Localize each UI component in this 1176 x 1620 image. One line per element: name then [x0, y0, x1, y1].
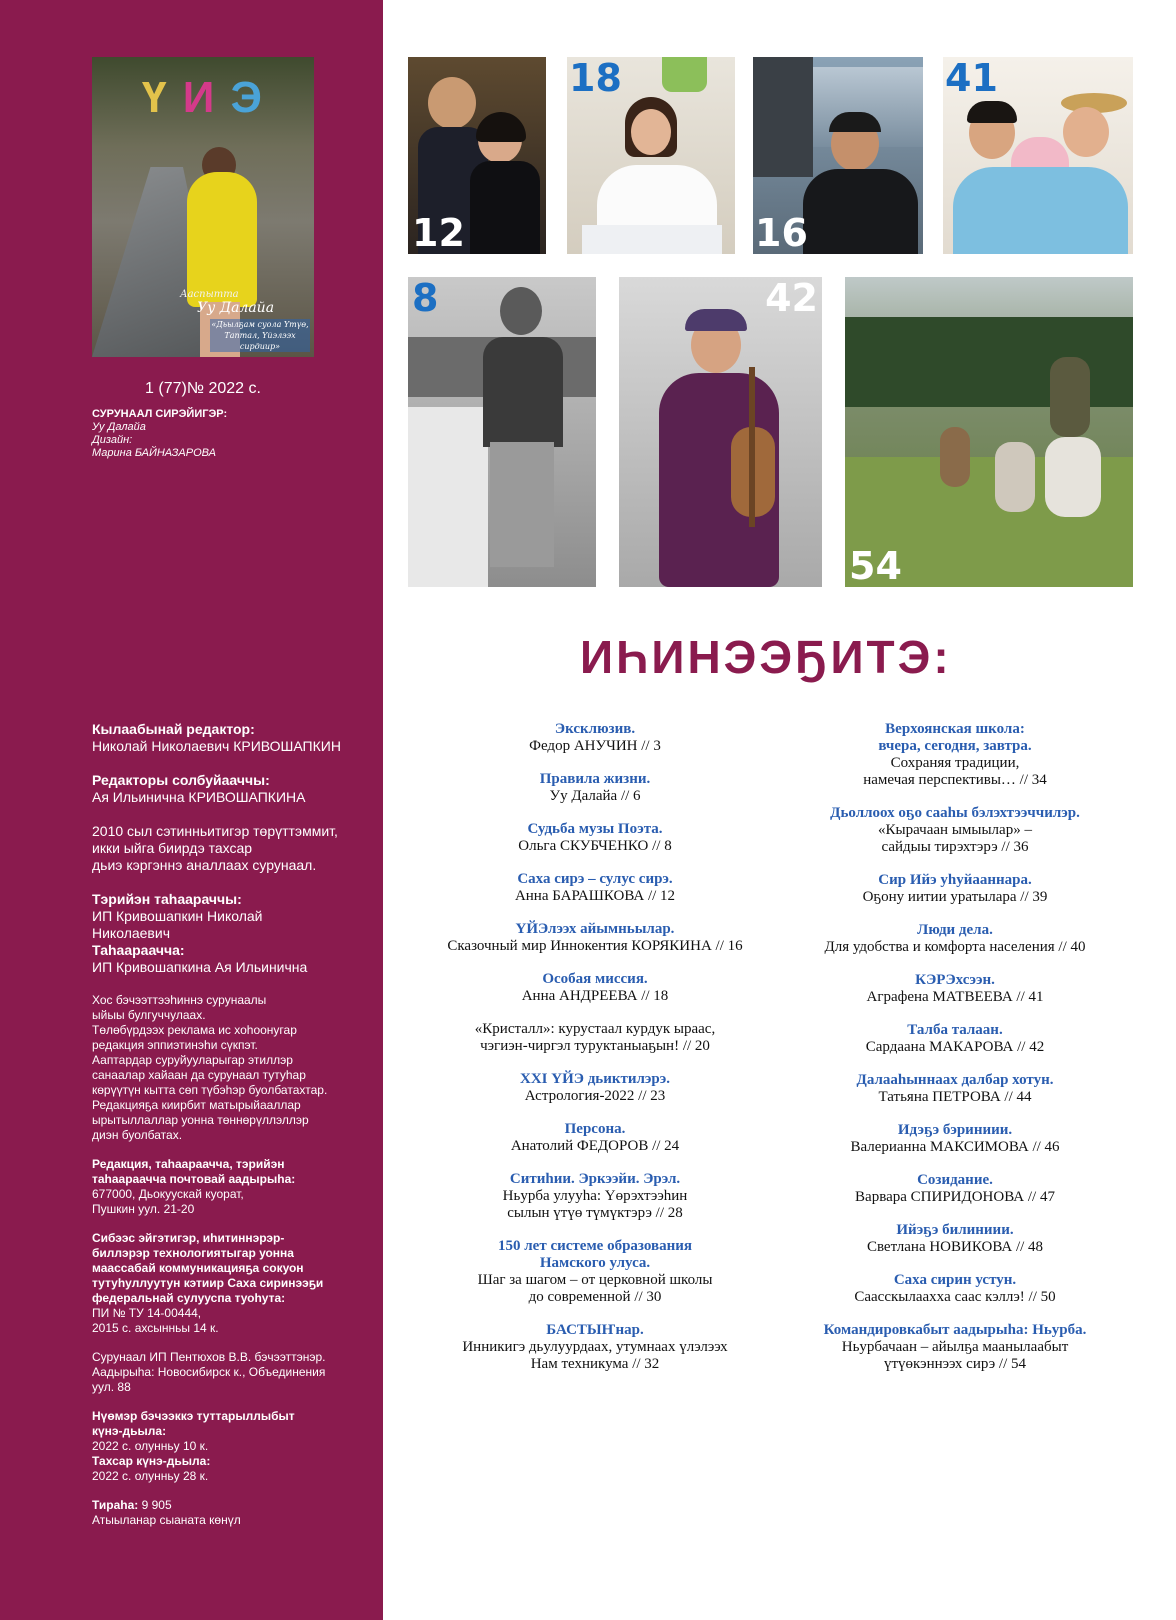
toc-entry-heading: Идэҕэ бэриниии.: [897, 1122, 1013, 1138]
publisher-label: Таһаараачча:: [92, 942, 185, 958]
photo-42: [619, 277, 822, 587]
toc-entry-text: сайдыы тирэхтэрэ // 36: [881, 839, 1029, 855]
toc-entry-text: Анна АНДРЕЕВА // 18: [521, 988, 669, 1004]
photo-page-number: 8: [412, 277, 439, 320]
toc-entry-text: до современной // 30: [528, 1289, 662, 1305]
about-line: икки ыйга биирдэ тахсар: [92, 840, 253, 856]
cover-credit-label: СУРУНААЛ СИРЭЙИГЭР:: [92, 408, 228, 420]
deputy-editor-value: Ая Ильинична КРИВОШАПКИНА: [92, 789, 306, 805]
cover-credit-value: Уу Далайа: [92, 421, 146, 433]
photo-18: [567, 57, 735, 254]
toc-entry: [785, 872, 1125, 906]
photo-page-number: 42: [765, 277, 818, 320]
toc-entry-heading: Командировкабыт аадырыһа: Ньурба.: [823, 1322, 1087, 1338]
photo-page-number: 54: [849, 544, 902, 587]
toc-entry-text: Уу Далайа // 6: [549, 788, 641, 804]
notice-line: көрүүтүн кытта сөп түбэһэр буолбатахтар.: [92, 1083, 328, 1097]
photo-8: [408, 277, 596, 587]
toc-entry-heading: Сир Ийэ уһуйааннара.: [878, 872, 1032, 888]
toc-entry: [425, 1021, 765, 1055]
toc-entry-text: Татьяна ПЕТРОВА // 44: [878, 1089, 1032, 1105]
circulation-label: Тираһа:: [92, 1498, 139, 1512]
registration-label: Сибээс эйгэтигэр, иһитиннэрэр-: [92, 1231, 285, 1245]
toc-entry-text: Светлана НОВИКОВА // 48: [866, 1239, 1044, 1255]
toc-left-column: [425, 721, 765, 1389]
founder-value: ИП Кривошапкин Николай: [92, 908, 263, 924]
signed-value: 2022 с. олунньу 10 к.: [92, 1439, 209, 1453]
toc-entry-text: «Кырачаан ымыылар» –: [878, 822, 1032, 838]
imprint: [92, 721, 377, 1528]
notice-line: санаалар хайаан да сурунаал тутуһар: [92, 1068, 306, 1082]
printer-line: уул. 88: [92, 1380, 131, 1394]
toc-entry-text: Сказочный мир Иннокентия КОРЯКИНА // 16: [447, 938, 743, 954]
toc-entry-heading: Талба талаан.: [907, 1022, 1003, 1038]
chief-editor-value: Николай Николаевич КРИВОШАПКИН: [92, 738, 341, 754]
price: Атыыланар сыаната көнүл: [92, 1513, 241, 1527]
founder-label: Тэрийэн таһаараччы:: [92, 891, 242, 907]
toc-entry-text: Сохраняя традиции,: [890, 755, 1020, 771]
signed-label: күнэ-дьыла:: [92, 1424, 167, 1438]
publisher-value: ИП Кривошапкина Ая Ильинична: [92, 959, 308, 975]
toc-entry-text: Сардаана МАКАРОВА // 42: [865, 1039, 1045, 1055]
toc-entry-heading: Судьба музы Поэта.: [527, 821, 663, 837]
toc-entry-text: Для удобства и комфорта населения // 40: [824, 939, 1086, 955]
toc-entry: [425, 821, 765, 855]
cover-caption-name: Уу Далайа: [197, 300, 275, 316]
toc-entry: [785, 1222, 1125, 1256]
photo-page-number: 18: [569, 57, 622, 100]
deputy-editor-label: Редакторы солбуйааччы:: [92, 772, 270, 788]
cover-person: [187, 172, 257, 307]
release-value: 2022 с. олунньу 28 к.: [92, 1469, 209, 1483]
registration-label: биллэрэр технологиятыгар уонна: [92, 1246, 294, 1260]
address-label: Редакция, таһаараачча, тэрийэн: [92, 1157, 285, 1171]
address-value: 677000, Дьокуускай куорат,: [92, 1187, 244, 1201]
sidebar: [0, 0, 383, 1620]
notice-line: Хос бэчээттээһиннэ сурунаалы: [92, 993, 267, 1007]
founder-value: Николаевич: [92, 925, 170, 941]
notice-line: Ааптардар суруйууларыгар этиллэр: [92, 1053, 293, 1067]
notice-line: ыйыы булгуччулаах.: [92, 1008, 206, 1022]
toc-entry-heading: КЭРЭхсээн.: [915, 972, 995, 988]
cover-masthead: [92, 73, 314, 123]
toc-entry-text: Анатолий ФЕДОРОВ // 24: [510, 1138, 680, 1154]
cover-caption-top: Ааспытта: [180, 289, 239, 300]
registration-value: ПИ № ТУ 14-00444,: [92, 1306, 202, 1320]
toc-entry: [785, 805, 1125, 856]
toc-entry: [425, 1322, 765, 1373]
toc-entry-heading: Саха сирин устун.: [893, 1272, 1017, 1288]
photo-page-number: 41: [945, 57, 998, 100]
registration-label: маассабай коммуникацияҕа сокуон: [92, 1261, 304, 1275]
toc-entry-text: «Кристалл»: курустаал курдук ыраас,: [474, 1021, 716, 1037]
toc-entry: [425, 1121, 765, 1155]
toc-entry-text: Инникигэ дьулуурдаах, утумнаах үлэлээх: [462, 1339, 728, 1355]
toc-entry-heading: вчера, сегодня, завтра.: [878, 738, 1032, 754]
toc-right-column: [785, 721, 1125, 1389]
toc-entry: [425, 971, 765, 1005]
cover-credits: [92, 408, 372, 460]
toc-entry: [425, 1171, 765, 1222]
toc-entry-text: Аграфена МАТВЕЕВА // 41: [866, 989, 1044, 1005]
toc-entry: [785, 1022, 1125, 1056]
toc-entry-text: Саасскылааххa саас кэллэ! // 50: [854, 1289, 1056, 1305]
circulation-value: 9 905: [138, 1498, 172, 1512]
address-value: Пушкин уул. 21-20: [92, 1202, 195, 1216]
photo-page-number: 12: [412, 211, 465, 254]
toc-entry-text: Шаг за шагом – от церковной школы: [477, 1272, 713, 1288]
photo-41: [943, 57, 1133, 254]
photo-54: [845, 277, 1133, 587]
signed-label: Нүөмэр бэчээккэ туттарыллыбыт: [92, 1409, 295, 1423]
toc-entry: [785, 922, 1125, 956]
toc-entry-heading: Саха сирэ – сулус сирэ.: [517, 871, 673, 887]
chief-editor-label: Кылаабынай редактор:: [92, 721, 255, 737]
release-label: Тахсар күнэ-дьыла:: [92, 1454, 211, 1468]
toc-entry-text: Анна БАРАШКОВА // 12: [514, 888, 676, 904]
toc-entry-heading: Дьоллоох оҕо сааһы бэлэхтээччилэр.: [830, 805, 1080, 821]
toc-entry-text: чэгиэн-чиргэл туруктаныаҕын! // 20: [480, 1038, 710, 1054]
notice-line: диэн буолбатах.: [92, 1128, 183, 1142]
toc-entry-heading: Ситиһии. Эркээйи. Эрэл.: [509, 1171, 681, 1187]
toc-entry-heading: Далааһыннаах далбар хотун.: [856, 1072, 1054, 1088]
registration-label: тутуһуллуутун кэтиир Саха сиринээҕи: [92, 1276, 324, 1290]
toc-entry: [785, 1072, 1125, 1106]
toc-entry-text: Ольга СКУБЧЕНКО // 8: [518, 838, 672, 854]
toc-entry-text: Астрология-2022 // 23: [524, 1088, 666, 1104]
toc-entry-heading: XXI ҮЙЭ дьиктилэрэ.: [520, 1071, 670, 1087]
toc-entry-heading: Эксклюзив.: [554, 721, 636, 737]
about-line: дьиэ кэргэннэ аналлаах сурунаал.: [92, 857, 317, 873]
toc-entry-text: Нам техникума // 32: [530, 1356, 660, 1372]
issue-number: 1 (77)№ 2022 с.: [145, 380, 261, 397]
address-label: таһаараачча почтовай аадырыһа:: [92, 1172, 296, 1186]
design-credit-value: Марина БАЙНАЗАРОВА: [92, 447, 216, 459]
toc-entry: [425, 1071, 765, 1105]
toc-entry-heading: 150 лет системе образования: [498, 1238, 692, 1254]
toc-entry-heading: Правила жизни.: [539, 771, 651, 787]
toc-entry: [785, 1322, 1125, 1373]
notice-line: Редакцияҕа киирбит матырыйааллар: [92, 1098, 301, 1112]
toc-entry-text: Варвара СПИРИДОНОВА // 47: [855, 1189, 1055, 1205]
toc-entry: [785, 1172, 1125, 1206]
toc-entry-heading: БАСТЫҤнар.: [546, 1322, 644, 1338]
notice-line: редакция эппиэтинэһи сүкпэт.: [92, 1038, 258, 1052]
toc-entry-text: Оҕону иитии уратылара // 39: [862, 889, 1048, 905]
toc-title: ИҺИНЭЭҔИТЭ:: [580, 631, 952, 683]
registration-value: 2015 с. ахсынньы 14 к.: [92, 1321, 219, 1335]
toc-entry-heading: Созидание.: [917, 1172, 993, 1188]
toc-entry: [785, 972, 1125, 1006]
toc-entry-heading: Ийэҕэ билиниии.: [896, 1222, 1014, 1238]
toc-entry-text: Ньурба улууһа: Үөрэхтээһин: [502, 1188, 688, 1204]
toc-entry-text: намечая перспективы… // 34: [863, 772, 1047, 788]
toc-entry: [425, 871, 765, 905]
registration-label: федеральнай сулууспа туоһута:: [92, 1291, 286, 1305]
masthead-letter-3: Э: [230, 73, 264, 122]
notice-line: ырытыллаллар уонна төннөрүллэллэр: [92, 1113, 309, 1127]
toc-entry-text: сылын үтүө түмүктэрэ // 28: [507, 1205, 683, 1221]
toc-entry-text: Федор АНУЧИН // 3: [529, 738, 661, 754]
toc-entry-heading: Намского улуса.: [539, 1255, 651, 1271]
masthead-letter-2: И: [182, 73, 217, 122]
toc-entry-heading: Персона.: [564, 1121, 626, 1137]
cover-caption-quote: «Дьылҕам суола Үтүө, Таптал, Үйэлээх сирдиир»: [211, 320, 309, 351]
design-credit-label: Дизайн:: [92, 434, 133, 446]
toc-entry-text: үтүөкэннээх сирэ // 54: [883, 1356, 1026, 1372]
toc-entry-heading: ҮЙЭлээх айымньылар.: [515, 921, 675, 937]
toc-entry: [425, 771, 765, 805]
toc-entry-text: Валерианна МАКСИМОВА // 46: [850, 1139, 1060, 1155]
cover-thumbnail: [92, 57, 314, 357]
photo-16: [753, 57, 923, 254]
circulation: [92, 1498, 377, 1513]
masthead-letter-1: Ү: [142, 73, 169, 122]
toc-entry: [425, 1238, 765, 1306]
printer-line: Сурунаал ИП Пентюхов В.В. бэчээттэнэр.: [92, 1350, 326, 1364]
toc-entry: [425, 921, 765, 955]
toc-entry-text: Ньурбачаан – айылҕа маанылаабыт: [841, 1339, 1069, 1355]
photo-page-number: 16: [755, 211, 808, 254]
printer-line: Аадырыһа: Новосибирск к., Объединения: [92, 1365, 326, 1379]
toc-entry-heading: Люди дела.: [917, 922, 993, 938]
toc-entry: [425, 721, 765, 755]
toc-entry-heading: Верхоянская школа:: [885, 721, 1025, 737]
toc-entry: [785, 1272, 1125, 1306]
toc-entry: [785, 721, 1125, 789]
toc-entry-heading: Особая миссия.: [542, 971, 648, 987]
toc-entry: [785, 1122, 1125, 1156]
notice-line: Төлөбүрдээх реклама ис хоһоонугар: [92, 1023, 297, 1037]
about-line: 2010 сыл сэтинньитигэр төрүттэммит,: [92, 823, 338, 839]
photo-12: [408, 57, 546, 254]
